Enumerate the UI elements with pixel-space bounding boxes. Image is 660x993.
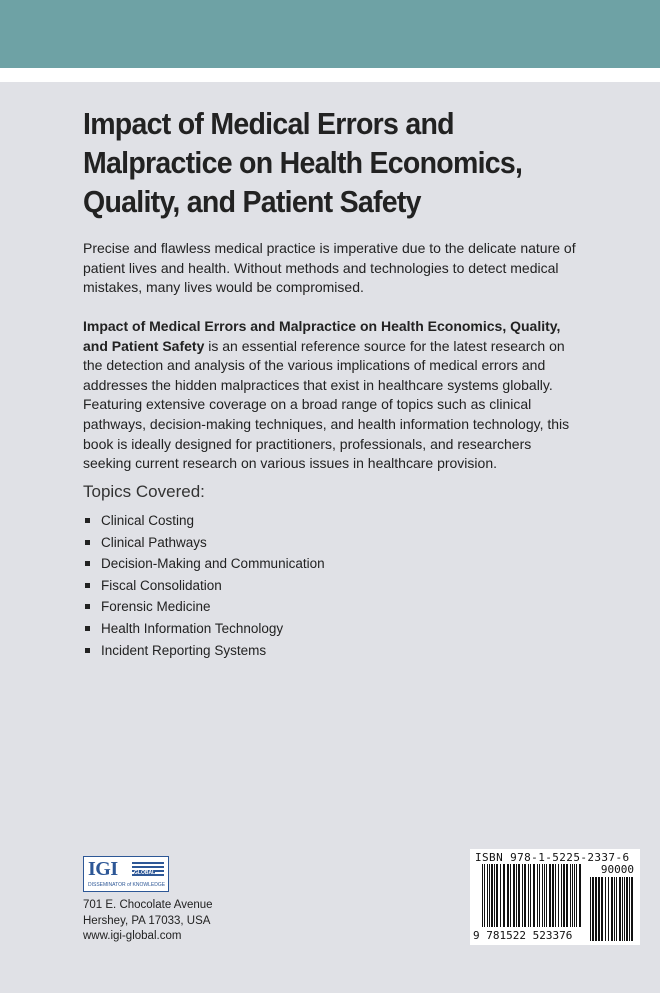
topics-heading: Topics Covered: [83, 482, 205, 501]
isbn-barcode [470, 849, 640, 945]
addon-bar [592, 877, 594, 941]
addon-bar [605, 877, 606, 941]
barcode-bar [503, 864, 505, 927]
bullet-icon [85, 540, 90, 545]
bullet-icon [85, 561, 90, 566]
barcode-digits: 9 781522 523376 [473, 929, 573, 942]
barcode-bar [579, 864, 581, 927]
barcode-bar [522, 864, 523, 927]
addon-bar [629, 877, 630, 941]
addon-bar [631, 877, 633, 941]
barcode-bar [555, 864, 556, 927]
top-color-band [0, 0, 660, 68]
isbn-label: ISBN 978-1-5225-2337-6 [475, 851, 630, 864]
barcode-bar [570, 864, 571, 927]
topic-item: Clinical Costing [83, 510, 325, 532]
addon-bar [608, 877, 609, 941]
barcode-bar [518, 864, 520, 927]
description-title: Impact of Medical Errors and Malpractice on Health Economics, Quality, and Patient Safety [83, 318, 561, 354]
publisher-website: www.igi-global.com [83, 930, 182, 942]
barcode-bar [576, 864, 577, 927]
barcode-bar [484, 864, 485, 927]
addon-bar [624, 877, 625, 941]
topic-item: Decision-Making and Communication [83, 553, 325, 575]
barcode-bar [487, 864, 488, 927]
bullet-icon [85, 583, 90, 588]
barcode-bar [524, 864, 526, 927]
addon-bar [622, 877, 623, 941]
topic-item: Clinical Pathways [83, 532, 325, 554]
barcode-bar [542, 864, 543, 927]
bullet-icon [85, 626, 90, 631]
barcode-bar [558, 864, 559, 927]
barcode-bar [544, 864, 545, 927]
bullet-icon [85, 604, 90, 609]
barcode-bar [537, 864, 538, 927]
addon-bar [614, 877, 615, 941]
barcode-bar [494, 864, 495, 927]
barcode-bar [572, 864, 573, 927]
publisher-address: 701 E. Chocolate Avenue Hershey, PA 17033, USA www.igi-global.com [83, 898, 213, 945]
barcode-bar [530, 864, 531, 927]
barcode-bar [561, 864, 562, 927]
bullet-icon [85, 518, 90, 523]
addon-bar [619, 877, 621, 941]
topic-item: Forensic Medicine [83, 596, 325, 618]
topic-item: Fiscal Consolidation [83, 575, 325, 597]
barcode-bar [513, 864, 515, 927]
barcode-bar [489, 864, 490, 927]
addon-bar [611, 877, 613, 941]
igi-global-logo: IGI GLOBAL DISSEMINATOR of KNOWLEDGE [83, 856, 169, 892]
barcode-bar [496, 864, 498, 927]
barcode-bar [574, 864, 575, 927]
barcode-bar [563, 864, 565, 927]
addon-bar [616, 877, 617, 941]
barcode-bar [552, 864, 554, 927]
topic-item: Health Information Technology [83, 618, 325, 640]
addon-bar [626, 877, 628, 941]
barcode-bar [500, 864, 501, 927]
book-title: Impact of Medical Errors and Malpractice on Health Economics, Quality, and Patient Safety [83, 106, 523, 219]
topics-list [83, 510, 325, 661]
description-text: is an essential reference source for the latest research on the detection and analysis of the various implications of medical errors and addresses the hidden malpractices that exist in healthcare systems globally. Featuring extensive coverage on a broad range of topics such as clinical pathways, decision-making techniques, and health information technology, this book is ideally designed for practitioners, professionals, and researchers seeking current research on various issues in healthcare provision. [83, 337, 570, 472]
barcode-bar [491, 864, 493, 927]
white-stripe [0, 68, 660, 82]
price-addon: 90000 [600, 863, 634, 876]
addon-bar [590, 877, 591, 941]
barcode-bar [539, 864, 540, 927]
intro-paragraph: Precise and flawless medical practice is imperative due to the delicate nature of patient lives and health. Without methods and technologies to detect medical mistakes, many lives would be compromised. [83, 240, 576, 296]
addon-bar [595, 877, 597, 941]
barcode-bar [546, 864, 547, 927]
barcode-bar [510, 864, 511, 927]
barcode-bar [516, 864, 517, 927]
bullet-icon [85, 648, 90, 653]
barcode-bar [533, 864, 535, 927]
description-paragraph [83, 317, 583, 474]
barcode-bar [549, 864, 551, 927]
addon-bar [598, 877, 600, 941]
addon-bar [601, 877, 603, 941]
topic-item: Incident Reporting Systems [83, 640, 325, 662]
barcode-bar [528, 864, 529, 927]
barcode-bar [507, 864, 509, 927]
barcode-bar [566, 864, 568, 927]
barcode-bar [482, 864, 483, 927]
